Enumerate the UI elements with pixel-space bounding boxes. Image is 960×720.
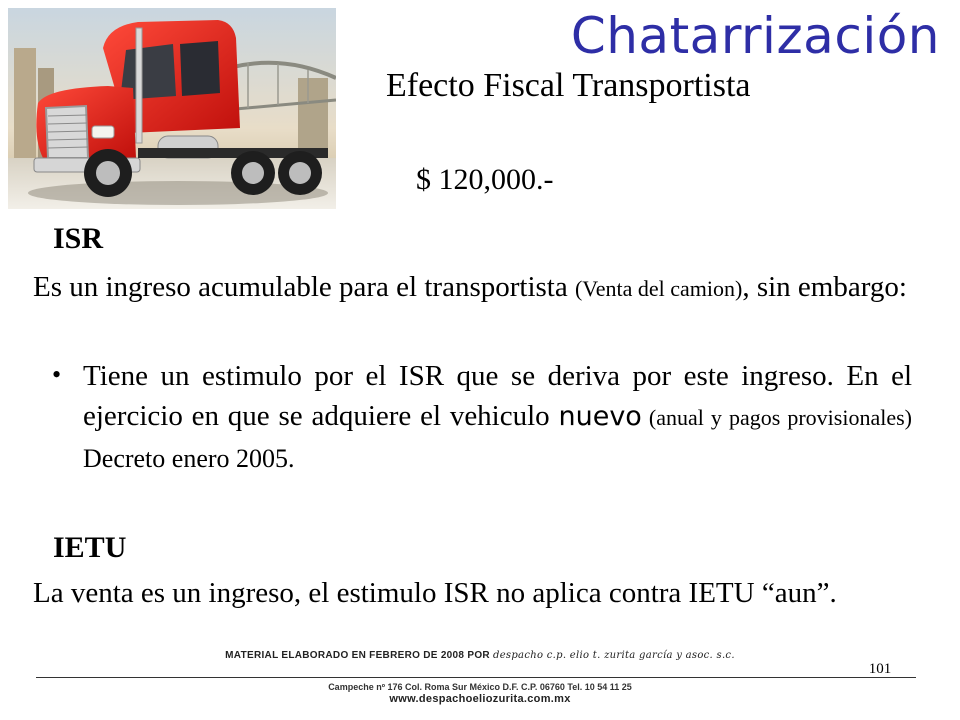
isr-text-small: (Venta del camion) — [574, 276, 743, 301]
bullet-icon: • — [52, 360, 62, 389]
bullet-text-nuevo: nuevo — [558, 401, 642, 432]
bullet-text-paren: (anual y pagos provisionales) — [641, 405, 912, 430]
isr-bullet-text — [83, 356, 912, 479]
amount-value: $ 120,000.- — [416, 163, 554, 196]
isr-text-main: Es un ingreso acumulable para el transportista — [33, 271, 575, 303]
slide-subtitle: Efecto Fiscal Transportista — [386, 67, 751, 104]
bullet-text-decree: Decreto enero 2005. — [83, 444, 295, 473]
footer-divider — [36, 677, 916, 678]
isr-paragraph — [33, 266, 911, 310]
footer-address: Campeche nº 176 Col. Roma Sur México D.F. C.P. 06760 Tel. 10 54 11 25 — [328, 682, 632, 692]
isr-text-end: , sin embargo: — [742, 271, 907, 303]
isr-heading: ISR — [53, 222, 104, 255]
bullet-text-main: Tiene un estimulo por el ISR que se deriva por este ingreso. En el ejercicio en que se adquiere el vehiculo — [83, 360, 912, 432]
page-number: 101 — [868, 661, 892, 677]
footer-credit-prefix: MATERIAL ELABORADO EN FEBRERO DE 2008 POR — [225, 650, 493, 661]
footer-credit — [0, 649, 960, 663]
ietu-paragraph: La venta es un ingreso, el estimulo ISR no aplica contra IETU “aun”. — [33, 577, 837, 609]
slide-title: Chatarrización — [570, 7, 940, 65]
ietu-heading: IETU — [53, 531, 127, 564]
red-truck-image — [8, 8, 336, 209]
footer-credit-firm: despacho c.p. elio t. zurita garcía y asoc. s.c. — [493, 650, 735, 661]
footer-website-link[interactable]: www.despachoeliozurita.com.mx — [389, 693, 571, 705]
